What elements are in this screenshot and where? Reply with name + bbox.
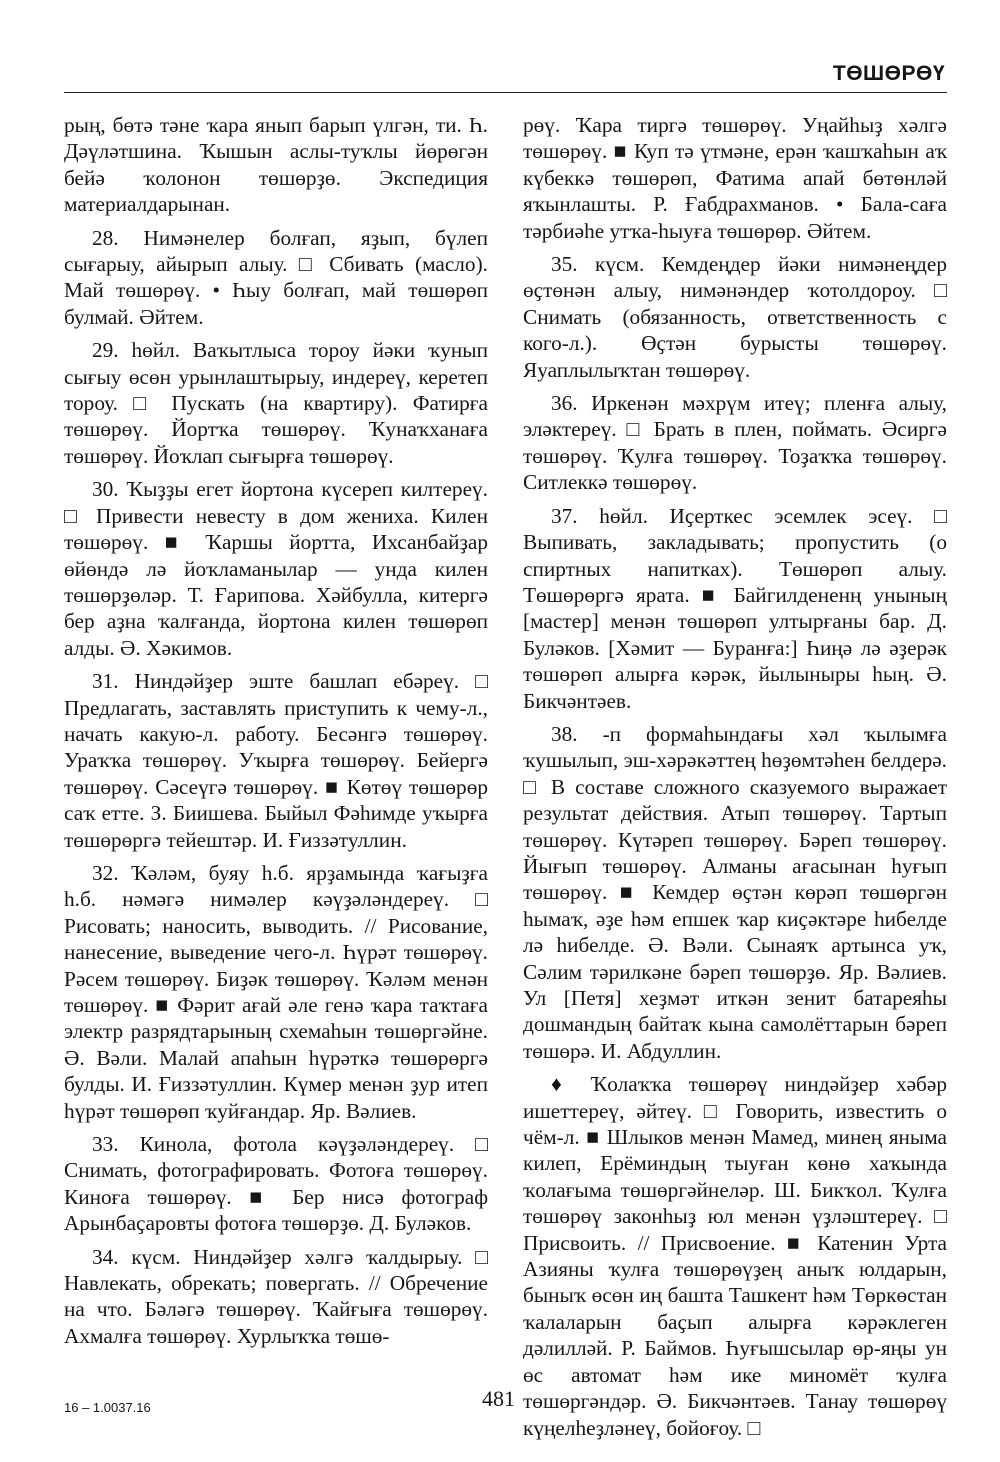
page-header <box>64 56 947 93</box>
sense-33: 33. Кинола, фотола кәүҙәләндереү. □ Снимать, фотографировать. Фотоға төшөрөү. Киноға төшөрөү. ■ Бер нисә фотограф Арынбаҫаровты фотоға төшөрҙө. Д. Буләков. <box>64 1132 488 1236</box>
sense-37: 37. һөйл. Иҫерткес эсемлек эсеү. □ Выпивать, закладывать; пропустить (о спиртных напитках). Төшөрөп алыу. Төшөрөргә ярата. ■ Байгилдененң унының [мастер] менән төшөрөп ултырғаны бар. Д. Буләков. [Хәмит — Буранға:] Һиңә лә әҙерәк төшөрөп алырға кәрәк, йылыныры һың. Ә. Бикчәнтәев. <box>523 503 947 713</box>
sense-32: 32. Ҡәләм, буяу һ.б. ярҙамында ҡағыҙға һ.б. нәмәгә нимәлер кәүҙәләндереү. □ Рисовать; наносить, выводить. // Рисование, нанесение, выведение чего-л. Һүрәт төшөрөү. Рәсем төшөрөү. Биҙәк төшөрөү. Ҡәләм менән төшөрөү. ■ Фәрит ағай әле генә ҡара таҡтаға электр разрядтарының схемаһын төшөргәйне. Ә. Вәли. Малай апаһын һүрәткә төшөрөргә булды. И. Ғиззәтуллин. Күмер менән ҙур итеп һүрәт төшөрөп ҡуйғандар. Яр. Вәлиев. <box>64 860 488 1123</box>
sense-36: 36. Иркенән мәхрүм итеү; пленға алыу, эләктереү. □ Брать в плен, поймать. Әсиргә төшөрөү. Ҡулға төшөрөү. Тоҙаҡҡа төшөрөү. Ситлеккә төшөрөү. <box>523 391 947 495</box>
sense-30: 30. Ҡыҙҙы егет йортона күсереп килтереү. □ Привести невесту в дом жениха. Килен төшөрөү. ■ Ҡаршы йортта, Ихсанбайҙар өйөндә лә йоҡламанылар — унда килен төшөрҙөләр. Т. Ғарипова. Хәйбулла, китергә бер аҙна ҡалғанда, йортона килен төшөрөп алды. Ә. Хәкимов. <box>64 477 488 660</box>
idioms-block: ♦ Ҡолаҡҡа төшөрөү ниндәйҙер хәбәр ишеттереү, әйтеү. □ Говорить, известить о чём-л. ■ Шлыков менән Мамед, минең яныма килеп, Ерёминдың тыуған көнө хаҡында ҡолағыма төшөргәйнеләр. Ш. Бикҡол. Ҡулға төшөрөү законһыҙ юл менән үҙләштереү. □ Присвоить. // Присвоение. ■ Катенин Урта Азияны ҡулға төшөрөүҙең аныҡ юлдарын, быныҡ өсөн иң башта Ташкент һәм Төркөстан ҡалаларын баҫып алырға кәрәклеген дәлилләй. Р. Баймов. Һуғышсылар өр-яңы ун өс автомат һәм ике миномёт ҡулға төшөргәндәр. Ә. Бикчәнтәев. Танау төшөрөү күңелһеҙләнеү, бойоғоу. □ <box>523 1072 947 1440</box>
sense-31: 31. Ниндәйҙер эште башлап ебәреү. □ Предлагать, заставлять приступить к чему-л., начать какую-л. работу. Бесәнгә төшөрөү. Ураҡҡа төшөрөү. Уҡырға төшөрөү. Бейергә төшөрөү. Сәсеүгә төшөрөү. ■ Көтөү төшөрөр саҡ етте. З. Биишева. Быйыл Фәһимде уҡырға төшөрөргә тейештәр. И. Ғиззәтуллин. <box>64 669 488 852</box>
page-footer <box>64 1380 947 1420</box>
right-column <box>523 112 947 1448</box>
left-column <box>64 112 488 1356</box>
sense-28: 28. Нимәнелер болғап, яҙып, бүлеп сығарыу, айырып алыу. □ Сбивать (масло). Май төшөрөү. • Һыу болғап, май төшөрөп булмай. Әйтем. <box>64 225 488 329</box>
entry-paragraph: рөү. Ҡара тиргә төшөрөү. Уңайһыҙ хәлгә төшөрөү. ■ Куп тә үтмәне, ерән ҡашҡаһын аҡ күбеккә төшөрөп, Фатима апай бөтөнләй яҡынлашты. Р. Ғабдрахманов. • Бала-саға тәрбиәһе утҡа-һыуға төшөрөр. Әйтем. <box>523 113 947 243</box>
entry-paragraph: рың, бөтә тәне ҡара янып барып үлгән, ти. Һ. Дәүләтшина. Ҡышын аслы-туҡлы йөрөгән бейә ҡолонон төшөрҙө. Экспедиция материалдарынан. <box>64 113 488 217</box>
print-signature: 16 – 1.0037.16 <box>64 1400 151 1415</box>
sense-34: 34. күсм. Ниндәйҙер хәлгә ҡалдырыу. □ Навлекать, обрекать; повергать. // Обречение на что. Бәләгә төшөрөү. Ҡайғыға төшөрөү. Ахмалға төшөрөү. Хурлыҡҡа төшө- <box>64 1244 488 1348</box>
page-number: 481 <box>482 1386 515 1411</box>
sense-35: 35. күсм. Кемдеңдер йәки нимәнеңдер өҫтөнән алыу, нимәнәндер ҡотолдороу. □ Снимать (обязанность, ответственность с кого-л.). Өҫтән бурысты төшөрөү. Яуаплылыҡтан төшөрөү. <box>523 252 947 382</box>
sense-29: 29. һөйл. Ваҡытлыса тороу йәки ҡунып сығыу өсөн урынлаштырыу, индереү, керетеп тороу. □ Пускать (на квартиру). Фатирға төшөрөү. Йортҡа төшөрөү. Ҡунаҡханаға төшөрөү. Йоҡлап сығырға төшөрөү. <box>64 338 488 468</box>
running-head: ТӨШӨРӨҮ <box>832 62 945 85</box>
sense-38: 38. -п формаһындағы хәл ҡылымға ҡушылып, эш-хәрәкәттең һөҙөмтәһен белдерә. □ В составе сложного сказуемого выражает результат действия. Атып төшөрөү. Тартып төшөрөү. Күтәреп төшөрөү. Бәреп төшөрөү. Йығып төшөрөү. Алманы ағасынан һуғып төшөрөү. ■ Кемдер өҫтән көрәп төшөргән һымаҡ, әҙе һәм епшек ҡар киҫәктәре һибелде лә һибелде. Ә. Вәли. Сынаяҡ артынса уҡ, Сәлим тәрилкәне бәреп төшөрҙө. Яр. Вәлиев. Ул [Петя] хеҙмәт иткән зенит батареяһы дошмандың байтаҡ кына самолёттарын бәреп төшөрә. И. Абдуллин. <box>523 721 947 1063</box>
